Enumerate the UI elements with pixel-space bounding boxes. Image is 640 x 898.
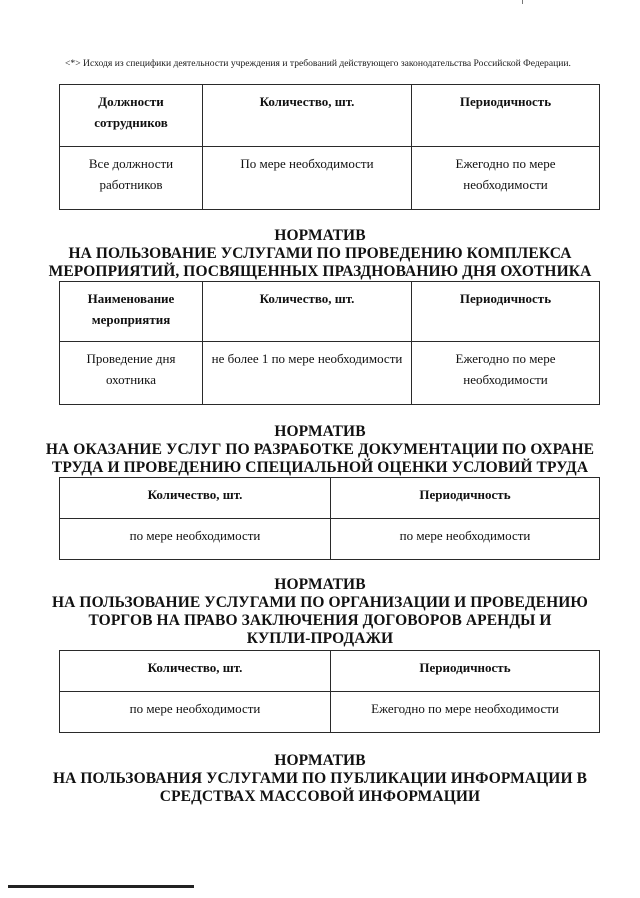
- heading-line: ТОРГОВ НА ПРАВО ЗАКЛЮЧЕНИЯ ДОГОВОРОВ АРЕНДЫ И: [88, 612, 552, 629]
- heading-line: НА ПОЛЬЗОВАНИЕ УСЛУГАМИ ПО ОРГАНИЗАЦИИ И ПРОВЕДЕНИЮ: [51, 594, 588, 611]
- table-cell: Ежегодно по мере необходимости: [412, 342, 600, 405]
- table-cell: Ежегодно по мере необходимости: [412, 147, 600, 210]
- table-header: Периодичность: [412, 282, 600, 342]
- table-cell: Все должности работников: [60, 147, 203, 210]
- table-header: Периодичность: [331, 651, 600, 692]
- heading-line: НА ОКАЗАНИЕ УСЛУГ ПО РАЗРАБОТКЕ ДОКУМЕНТАЦИИ ПО ОХРАНЕ: [45, 441, 595, 458]
- scan-mark: [522, 0, 523, 4]
- heading-line: НА ПОЛЬЗОВАНИЯ УСЛУГАМИ ПО ПУБЛИКАЦИИ ИНФОРМАЦИИ В: [52, 770, 588, 787]
- heading-line: КУПЛИ-ПРОДАЖИ: [246, 630, 394, 647]
- section-heading: [30, 752, 610, 806]
- section-heading: [30, 576, 610, 648]
- table-cell: по мере необходимости: [60, 692, 331, 733]
- table-cell: не более 1 по мере необходимости: [203, 342, 412, 405]
- heading-line: НОРМАТИВ: [274, 227, 366, 244]
- heading-line: НОРМАТИВ: [274, 576, 366, 593]
- section-heading: [30, 423, 610, 477]
- table-header: Должности сотрудников: [60, 85, 203, 147]
- section-heading: [30, 227, 610, 281]
- labor-safety-table: [59, 477, 600, 560]
- employees-table: [59, 84, 600, 210]
- auction-table: [59, 650, 600, 733]
- table-header: Наименование мероприятия: [60, 282, 203, 342]
- table-header: Периодичность: [331, 478, 600, 519]
- heading-line: НОРМАТИВ: [274, 423, 366, 440]
- table-header: Периодичность: [412, 85, 600, 147]
- table-cell: Ежегодно по мере необходимости: [331, 692, 600, 733]
- table-header: Количество, шт.: [203, 282, 412, 342]
- heading-line: СРЕДСТВАХ МАССОВОЙ ИНФОРМАЦИИ: [159, 788, 481, 805]
- heading-line: НОРМАТИВ: [274, 752, 366, 769]
- hunter-day-table: [59, 281, 600, 405]
- table-cell: по мере необходимости: [60, 519, 331, 560]
- table-header: Количество, шт.: [60, 651, 331, 692]
- table-cell: По мере необходимости: [203, 147, 412, 210]
- heading-line: ТРУДА И ПРОВЕДЕНИЮ СПЕЦИАЛЬНОЙ ОЦЕНКИ УСЛОВИЙ ТРУДА: [51, 459, 589, 476]
- table-header: Количество, шт.: [60, 478, 331, 519]
- table-header: Количество, шт.: [203, 85, 412, 147]
- heading-line: НА ПОЛЬЗОВАНИЕ УСЛУГАМИ ПО ПРОВЕДЕНИЮ КОМПЛЕКСА: [68, 245, 572, 262]
- heading-line: МЕРОПРИЯТИЙ, ПОСВЯЩЕННЫХ ПРАЗДНОВАНИЮ ДНЯ ОХОТНИКА: [48, 263, 592, 280]
- footnote: <*> Исходя из специфики деятельности учреждения и требований действующего законодательства Российской Федерации.: [65, 58, 571, 69]
- table-cell: Проведение дня охотника: [60, 342, 203, 405]
- footer-rule: [8, 885, 194, 888]
- table-cell: по мере необходимости: [331, 519, 600, 560]
